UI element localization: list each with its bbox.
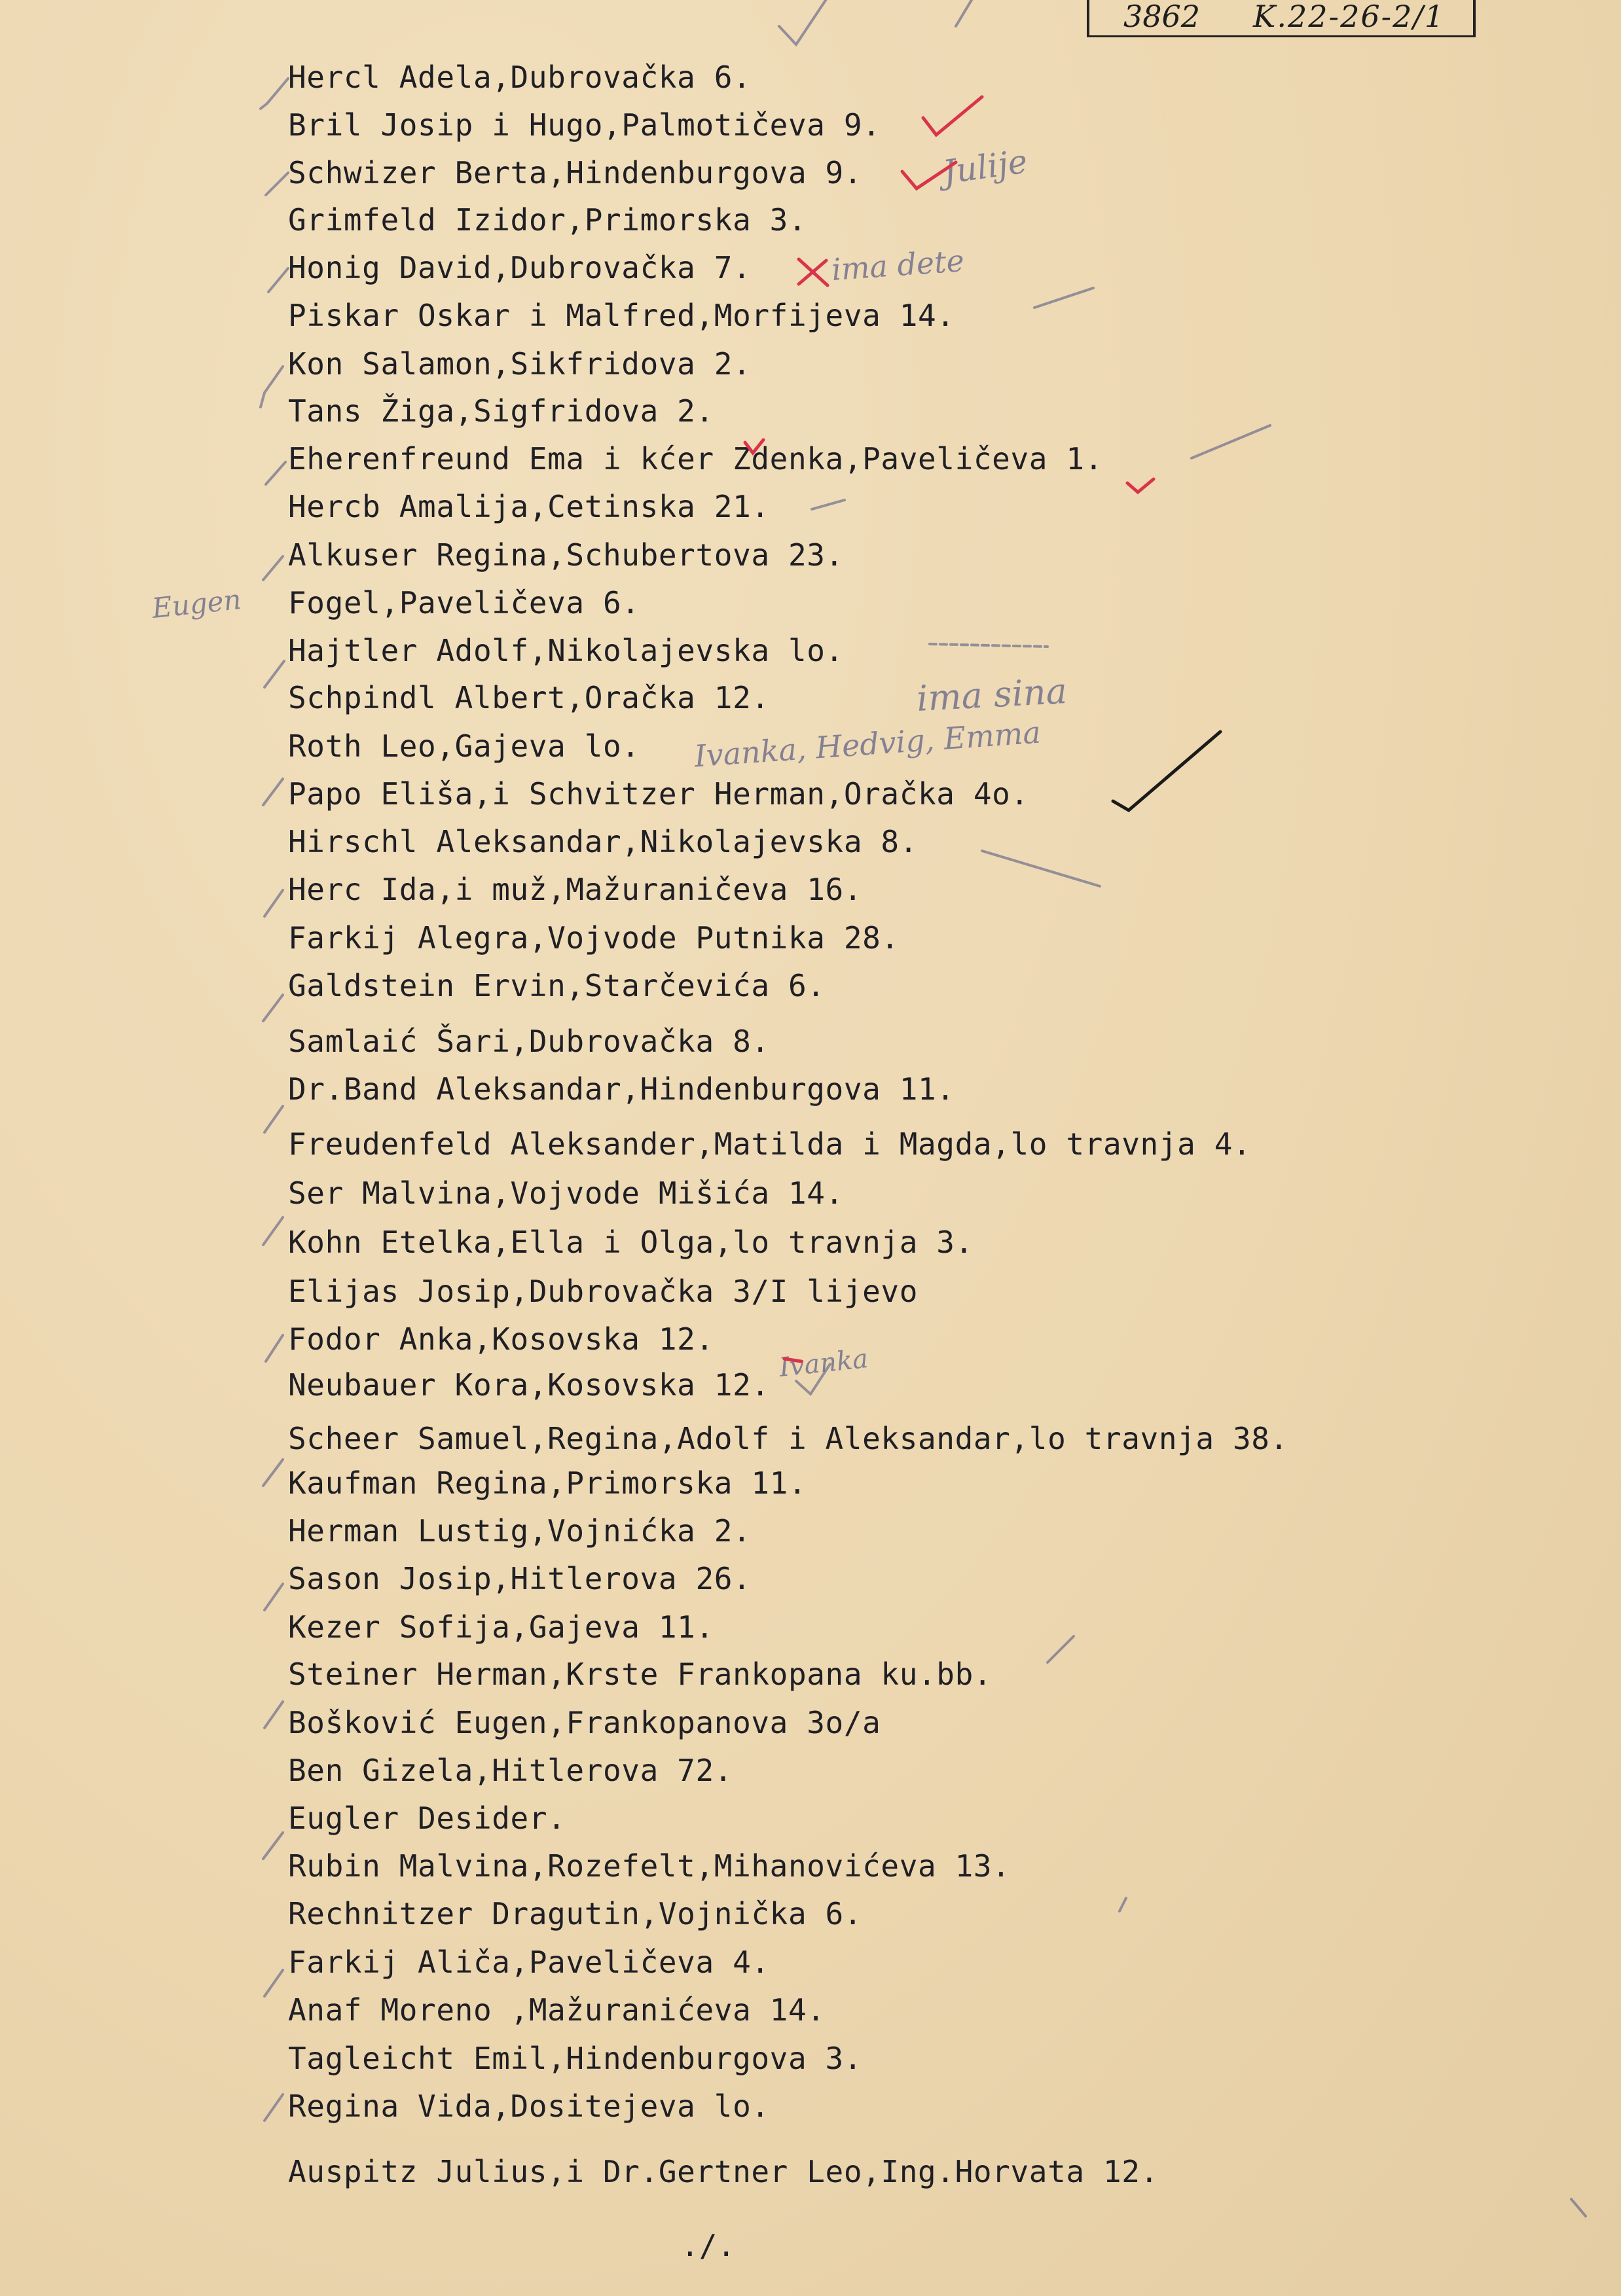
list-item: Schpindl Albert,Oračka 12. [288,680,770,715]
list-item: Sason Josip,Hitlerova 26. [288,1561,752,1596]
handwritten-note: Eugen [150,583,243,624]
list-item: Tans Žiga,Sigfridova 2. [288,393,714,429]
list-item: Dr.Band Aleksandar,Hindenburgova 11. [288,1071,955,1107]
list-item: Rechnitzer Dragutin,Vojnička 6. [288,1896,863,1931]
list-item: Herman Lustig,Vojnićka 2. [288,1513,752,1549]
list-item: Farkij Aliča,Paveličeva 4. [288,1945,770,1980]
handwritten-note: ima sina [915,670,1068,719]
handwritten-note: Ivanka, Hedvig, Emma [693,714,1042,774]
handwritten-note: Julije [940,142,1030,192]
list-item: Hercb Amalija,Cetinska 21. [288,489,770,524]
list-item: Kon Salamon,Sikfridova 2. [288,346,752,382]
handwritten-note: Ivanka [777,1344,870,1383]
list-item: Hercl Adela,Dubrovačka 6. [288,60,752,95]
list-item: Freudenfeld Aleksander,Matilda i Magda,lo travnja 4. [288,1126,1252,1162]
list-item: Auspitz Julius,i Dr.Gertner Leo,Ing.Horvata 12. [288,2154,1159,2189]
list-item: Ser Malvina,Vojvode Mišića 14. [288,1175,844,1211]
list-item: Papo Eliša,i Schvitzer Herman,Oračka 4o. [288,776,1029,812]
list-item: Samlaić Šari,Dubrovačka 8. [288,1024,770,1059]
list-item: Hirschl Aleksandar,Nikolajevska 8. [288,824,919,859]
list-item: Eugler Desider. [288,1801,566,1836]
archive-reference: K.22-26-2/1 [1253,0,1446,34]
list-item: Kaufman Regina,Primorska 11. [288,1465,807,1501]
list-item: Anaf Moreno ,Mažuranićeva 14. [288,1992,826,2028]
list-item: Alkuser Regina,Schubertova 23. [288,537,844,573]
archive-stamp-box [1087,0,1476,37]
list-item: Kezer Sofija,Gajeva 11. [288,1609,714,1645]
list-item: Regina Vida,Dositejeva lo. [288,2089,770,2124]
list-item: Kohn Etelka,Ella i Olga,lo travnja 3. [288,1225,974,1260]
list-item: Bošković Eugen,Frankopanova 3o/a [288,1705,881,1740]
list-item: Fodor Anka,Kosovska 12. [288,1321,714,1357]
page-continuation-mark: ./. [681,2228,736,2263]
list-item: Farkij Alegra,Vojvode Putnika 28. [288,920,900,956]
list-item: Piskar Oskar i Malfred,Morfijeva 14. [288,298,955,333]
handwritten-note: ima dete [830,242,966,288]
list-item: Steiner Herman,Krste Frankopana ku.bb. [288,1657,993,1692]
list-item: Elijas Josip,Dubrovačka 3/I lijevo [288,1274,919,1309]
list-item: Tagleicht Emil,Hindenburgova 3. [288,2041,863,2076]
list-item: Bril Josip i Hugo,Palmotičeva 9. [288,107,881,143]
list-item: Galdstein Ervin,Starčevića 6. [288,968,826,1003]
list-item: Neubauer Kora,Kosovska 12. [288,1367,770,1403]
list-item: Ben Gizela,Hitlerova 72. [288,1753,733,1788]
archive-number: 3862 [1123,0,1201,34]
list-item: Fogel,Paveličeva 6. [288,585,640,620]
list-item: Schwizer Berta,Hindenburgova 9. [288,155,863,190]
list-item: Eherenfreund Ema i kćer Zdenka,Paveličeva 1. [288,441,1103,476]
list-item: Grimfeld Izidor,Primorska 3. [288,202,807,238]
list-item: Herc Ida,i muž,Mažuraničeva 16. [288,872,863,907]
list-item: Roth Leo,Gajeva lo. [288,728,640,764]
list-item: Rubin Malvina,Rozefelt,Mihanovićeva 13. [288,1848,1011,1884]
list-item: Scheer Samuel,Regina,Adolf i Aleksandar,lo travnja 38. [288,1421,1288,1456]
list-item: Hajtler Adolf,Nikolajevska lo. [288,633,844,668]
list-item: Honig David,Dubrovačka 7. [288,250,752,285]
